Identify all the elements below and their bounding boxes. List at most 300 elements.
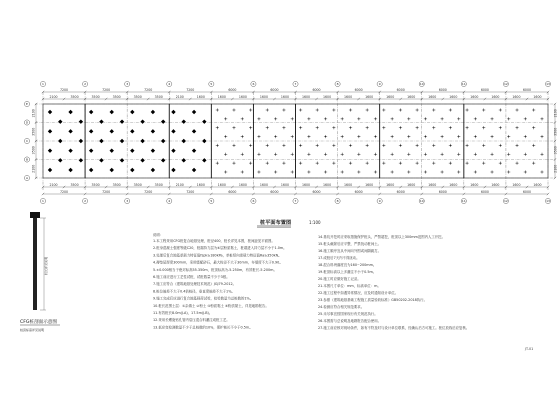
pile-marker-dot bbox=[383, 127, 384, 128]
top-dim-row2-text: 6000 bbox=[522, 88, 532, 92]
pile-marker-dot bbox=[233, 163, 234, 164]
pile-marker-large bbox=[161, 158, 165, 162]
pile-marker-dot bbox=[383, 145, 384, 146]
right-dim-text: 2100 bbox=[553, 164, 558, 173]
axis-bubble-top-label: 2 bbox=[84, 82, 87, 87]
left-dim-text: 2100 bbox=[31, 109, 36, 118]
pile-marker-dot bbox=[258, 136, 259, 137]
pile-marker-dot bbox=[541, 118, 542, 119]
top-dim-row1-text: 1600 bbox=[196, 95, 205, 99]
bottom-dim-row2-text: 6000 bbox=[270, 190, 279, 194]
bottom-dim-row2-text: 6000 bbox=[480, 190, 489, 194]
bottom-dim-row2-text: 6000 bbox=[438, 190, 447, 194]
pile-marker-dot bbox=[408, 171, 409, 172]
top-dim-row1-text: 1600 bbox=[365, 95, 374, 99]
pile-marker-dot bbox=[433, 163, 434, 164]
pile-marker-large bbox=[48, 129, 52, 133]
pile-marker-dot bbox=[500, 145, 501, 146]
pile-marker-dot bbox=[342, 118, 343, 119]
pile-marker-large bbox=[120, 158, 124, 162]
pile-marker-dot bbox=[258, 171, 259, 172]
pile-marker-large bbox=[58, 158, 62, 162]
pile-marker-large bbox=[171, 110, 175, 114]
pile-marker-dot bbox=[333, 127, 334, 128]
bottom-dim-row2-text: 7200 bbox=[102, 190, 111, 194]
pile-marker-dot bbox=[292, 136, 293, 137]
bottom-dim-row2-text: 6000 bbox=[522, 190, 532, 194]
top-dim-row1-text: 1600 bbox=[428, 95, 437, 99]
pile-marker-dot bbox=[292, 154, 293, 155]
pile-marker-large bbox=[89, 129, 93, 133]
bottom-dim-row2-text: 7200 bbox=[144, 190, 153, 194]
top-dim-row1-text: 1600 bbox=[301, 95, 311, 99]
pile-marker-large bbox=[79, 139, 83, 143]
note-line: 27.施工前应核对现场条件，如有不符及时与设计单位联系，经确认后方可施工。桩位放线后应复核。 bbox=[318, 326, 470, 330]
pile-marker-dot bbox=[400, 109, 401, 110]
pile-marker-dot bbox=[325, 154, 326, 155]
pile-marker-large bbox=[192, 110, 196, 114]
pile-marker-dot bbox=[233, 109, 234, 110]
bottom-dim-row1-text: 1600 bbox=[512, 183, 521, 187]
pile-marker-dot bbox=[541, 171, 542, 172]
pile-marker-dot bbox=[467, 109, 468, 110]
pile-marker-dot bbox=[292, 118, 293, 119]
top-dim-row2-text: 6000 bbox=[228, 88, 237, 92]
pile-marker-dot bbox=[516, 145, 517, 146]
note-line: 4.褥垫层厚度300mm，采用级配砂石，最大粒径不大于30mm，夯填度不大于0.90。 bbox=[153, 260, 283, 265]
detail-subtitle: 桩顶标高详见说明 bbox=[20, 328, 45, 332]
pile-marker-dot bbox=[250, 109, 251, 110]
bottom-dim-row2-text: 6000 bbox=[312, 190, 321, 194]
bottom-dim-row1-text: 1600 bbox=[491, 183, 500, 187]
top-dim-row1-text: 1600 bbox=[217, 95, 226, 99]
bottom-dim-row1-text: 3500 bbox=[70, 183, 79, 187]
pile-marker-dot bbox=[308, 154, 309, 155]
pile-marker-dot bbox=[217, 127, 218, 128]
notes-left bbox=[153, 232, 287, 329]
note-line: 25.未尽事宜按国家现行有关规范执行。 bbox=[318, 312, 378, 316]
pile-marker-dot bbox=[392, 154, 393, 155]
pile-marker-large bbox=[161, 139, 165, 143]
bottom-dim-row1-text: 1600 bbox=[533, 183, 542, 187]
pile-marker-large bbox=[89, 110, 93, 114]
pile-marker-dot bbox=[475, 118, 476, 119]
pile-shaft bbox=[33, 218, 37, 310]
pile-marker-large bbox=[110, 168, 114, 172]
pile-marker-dot bbox=[333, 109, 334, 110]
note-line: 13.低应变检测数量不少于总桩数的10%，保护桩长不小于0.5m。 bbox=[153, 325, 253, 330]
note-line: 15.桩头截除后应平整，严禁扰动桩间土。 bbox=[318, 242, 382, 246]
pile-marker-dot bbox=[375, 136, 376, 137]
pile-marker-dot bbox=[258, 154, 259, 155]
pile-marker-dot bbox=[308, 136, 309, 137]
top-dim-row1-text: 1600 bbox=[470, 95, 479, 99]
pile-marker-dot bbox=[275, 154, 276, 155]
pile-marker-dot bbox=[225, 171, 226, 172]
top-dim-row1-text: 1600 bbox=[344, 95, 353, 99]
pile-marker-dot bbox=[325, 171, 326, 172]
pile-marker-large bbox=[171, 148, 175, 152]
pile-marker-dot bbox=[325, 118, 326, 119]
right-dim-text: 3500 bbox=[553, 146, 558, 155]
top-dim-row1-text: 3500 bbox=[112, 95, 121, 99]
bottom-dim-row2-text: 6000 bbox=[354, 190, 363, 194]
axis-bubble-top-label: 13 bbox=[546, 82, 550, 87]
cfg-pile-detail bbox=[20, 212, 60, 332]
pile-marker-dot bbox=[533, 127, 534, 128]
pile-marker-dot bbox=[283, 127, 284, 128]
pile-marker-dot bbox=[417, 109, 418, 110]
pile-marker-large bbox=[79, 158, 83, 162]
note-line: 6.施工前应进行工艺性试桩，试桩数量不少于3根。 bbox=[153, 275, 230, 279]
pile-marker-dot bbox=[250, 163, 251, 164]
pile-marker-large bbox=[140, 119, 144, 123]
pile-marker-dot bbox=[525, 154, 526, 155]
pile-marker-dot bbox=[217, 109, 218, 110]
axis-bubble-top-label: 3 bbox=[126, 82, 129, 87]
pile-marker-dot bbox=[275, 136, 276, 137]
pile-marker-dot bbox=[442, 136, 443, 137]
pile-marker-dot bbox=[458, 118, 459, 119]
top-dim-row2-text: 7200 bbox=[59, 88, 69, 92]
pile-marker-dot bbox=[267, 127, 268, 128]
pile-marker-large bbox=[110, 110, 114, 114]
bottom-dim-row1-text: 1600 bbox=[470, 183, 479, 187]
pile-marker-large bbox=[99, 119, 103, 123]
pile-marker-large bbox=[110, 129, 114, 133]
note-line: 12.采用长螺旋钻孔管内泵压混合料灌注成桩工艺。 bbox=[153, 318, 230, 323]
pile-marker-dot bbox=[442, 154, 443, 155]
pile-marker-dot bbox=[475, 136, 476, 137]
pile-marker-dot bbox=[500, 109, 501, 110]
bottom-dim-row1-text: 1600 bbox=[280, 183, 290, 187]
pile-marker-dot bbox=[358, 154, 359, 155]
pile-marker-dot bbox=[317, 145, 318, 146]
pile-marker-dot bbox=[492, 136, 493, 137]
top-dim-row1-text: 1600 bbox=[491, 95, 500, 99]
pile-marker-large bbox=[130, 168, 134, 172]
pile-marker-dot bbox=[242, 136, 243, 137]
note-line: 24.检测应符合相关规范要求。 bbox=[318, 305, 365, 309]
pile-marker-dot bbox=[417, 163, 418, 164]
pile-marker-dot bbox=[475, 171, 476, 172]
pile-marker-dot bbox=[500, 127, 501, 128]
pile-marker-dot bbox=[342, 136, 343, 137]
bottom-dim-row1-text: 2100 bbox=[175, 183, 184, 187]
pile-marker-large bbox=[68, 110, 72, 114]
pile-marker-dot bbox=[492, 154, 493, 155]
plan-scale: 1:100 bbox=[309, 220, 321, 225]
axis-bubble-bottom-label: 12 bbox=[504, 199, 508, 204]
note-line: 9.施工完成后应进行复合地基载荷试验，检验数量为总桩数的1%。 bbox=[153, 296, 254, 301]
notes-heading: 说明： bbox=[153, 233, 164, 237]
top-dim-row1-text: 3500 bbox=[133, 95, 142, 99]
pile-marker-dot bbox=[408, 118, 409, 119]
top-dim-row1-text: 1600 bbox=[280, 95, 290, 99]
bottom-dim-row2-text: 6000 bbox=[228, 190, 237, 194]
pile-marker-large bbox=[182, 158, 186, 162]
note-line: 7.施工应符合《建筑地基处理技术规范》JGJ79-2012。 bbox=[153, 282, 237, 287]
pile-marker-large bbox=[202, 158, 206, 162]
pile-marker-dot bbox=[350, 127, 351, 128]
bottom-dim-row1-text: 1600 bbox=[407, 183, 416, 187]
pile-marker-dot bbox=[433, 109, 434, 110]
note-line: 19.桩顶标高以上多灌注不小于0.5m。 bbox=[318, 270, 377, 274]
note-line: 10.桩长范围土层：①杂填土 ②粉土 ③粉质黏土 ④粉质黏土，详见地勘报告。 bbox=[153, 303, 269, 308]
left-dim-text: 3500 bbox=[31, 146, 36, 155]
pile-marker-dot bbox=[342, 171, 343, 172]
right-dim-text: 2100 bbox=[553, 109, 558, 118]
pile-marker-large bbox=[171, 168, 175, 172]
pile-marker-dot bbox=[217, 163, 218, 164]
pile-marker-dot bbox=[458, 154, 459, 155]
pile-marker-large bbox=[171, 129, 175, 133]
bottom-dim-row1-text: 1600 bbox=[344, 183, 353, 187]
pile-marker-dot bbox=[516, 163, 517, 164]
pile-marker-dot bbox=[392, 118, 393, 119]
pile-marker-large bbox=[68, 129, 72, 133]
pile-marker-dot bbox=[417, 127, 418, 128]
pile-marker-large bbox=[202, 119, 206, 123]
pile-marker-dot bbox=[375, 154, 376, 155]
pile-marker-dot bbox=[333, 145, 334, 146]
pile-marker-dot bbox=[541, 136, 542, 137]
pile-marker-dot bbox=[400, 163, 401, 164]
pile-marker-large bbox=[79, 119, 83, 123]
pile-marker-dot bbox=[508, 171, 509, 172]
pile-marker-dot bbox=[442, 171, 443, 172]
axis-bubble-bottom-label: 11 bbox=[461, 199, 466, 204]
pile-marker-dot bbox=[458, 136, 459, 137]
pile-marker-dot bbox=[400, 127, 401, 128]
pile-marker-dot bbox=[408, 136, 409, 137]
top-dim-row1-text: 1600 bbox=[407, 95, 416, 99]
top-dim-row2-text: 7200 bbox=[102, 88, 111, 92]
note-line: 14.基坑开挖时应采取措施保护桩头，严禁超挖，桩顶以上300mm范围内人工开挖。 bbox=[318, 235, 445, 239]
top-dim-row2-text: 7200 bbox=[186, 88, 195, 92]
axis-bubble-top-label: 8 bbox=[336, 82, 339, 87]
note-line: 17.成桩后7天内不得扰动。 bbox=[318, 256, 360, 260]
note-line: 18.混合料坍落度宜为160~200mm。 bbox=[318, 263, 377, 267]
pile-marker-dot bbox=[325, 136, 326, 137]
pile-marker-dot bbox=[425, 154, 426, 155]
pile-marker-large bbox=[130, 110, 134, 114]
note-line: 22.施工过程中如遇异常情况，应及时通知设计单位。 bbox=[318, 291, 398, 295]
pile-marker-large bbox=[58, 119, 62, 123]
pile-marker-large bbox=[192, 129, 196, 133]
pile-marker-dot bbox=[533, 145, 534, 146]
bottom-dim-row1-text: 1600 bbox=[449, 183, 458, 187]
pile-marker-dot bbox=[442, 118, 443, 119]
axis-bubble-bottom-label: 13 bbox=[546, 199, 550, 204]
pile-marker-large bbox=[89, 168, 93, 172]
top-dim-row1-text: 1600 bbox=[386, 95, 395, 99]
pile-marker-large bbox=[110, 148, 114, 152]
axis-bubble-bottom-label: 7 bbox=[294, 199, 297, 204]
pile-marker-dot bbox=[425, 171, 426, 172]
pile-marker-dot bbox=[300, 127, 301, 128]
pile-plan bbox=[24, 81, 557, 203]
pile-marker-dot bbox=[375, 118, 376, 119]
pile-marker-dot bbox=[516, 109, 517, 110]
pile-marker-dot bbox=[467, 145, 468, 146]
bottom-dim-row1-text: 1600 bbox=[428, 183, 437, 187]
pile-marker-large bbox=[130, 129, 134, 133]
pile-marker-large bbox=[151, 110, 155, 114]
pile-marker-dot bbox=[317, 109, 318, 110]
bottom-dim-row1-text: 1600 bbox=[196, 183, 205, 187]
top-dim-row1-text: 3500 bbox=[91, 95, 100, 99]
top-dim-row1-text: 1600 bbox=[238, 95, 247, 99]
pile-marker-dot bbox=[300, 163, 301, 164]
top-dim-row1-text: 1600 bbox=[512, 95, 521, 99]
top-dim-row2-text: 6000 bbox=[480, 88, 489, 92]
axis-bubble-top-label: 4 bbox=[168, 82, 171, 87]
pile-marker-dot bbox=[533, 163, 534, 164]
pile-marker-large bbox=[140, 139, 144, 143]
top-dim-row1-text: 1600 bbox=[449, 95, 458, 99]
note-line: 1.本工程采用CFG桩复合地基处理，桩径400，桩长详见本图，桩间距见平面图。 bbox=[153, 239, 275, 243]
pile-marker-dot bbox=[300, 145, 301, 146]
top-dim-row2-text: 6000 bbox=[354, 88, 363, 92]
axis-bubble-top-label: 1 bbox=[42, 82, 44, 87]
bottom-dim-row1-text: 1600 bbox=[301, 183, 311, 187]
bottom-dim-row2-text: 7200 bbox=[59, 190, 69, 194]
pile-marker-dot bbox=[367, 109, 368, 110]
axis-bubble-bottom-label: 6 bbox=[252, 199, 255, 204]
bottom-dim-row1-text: 3500 bbox=[133, 183, 142, 187]
pile-marker-large bbox=[68, 168, 72, 172]
pile-marker-dot bbox=[350, 145, 351, 146]
top-dim-row2-text: 6000 bbox=[312, 88, 321, 92]
notes-right bbox=[318, 234, 469, 330]
axis-bubble-bottom-label: 2 bbox=[84, 199, 87, 204]
pile-marker-dot bbox=[450, 145, 451, 146]
bottom-dim-row1-text: 1600 bbox=[217, 183, 226, 187]
axis-bubble-bottom-label: 5 bbox=[210, 199, 213, 204]
bottom-dim-row2-text: 6000 bbox=[396, 190, 405, 194]
pile-marker-large bbox=[48, 148, 52, 152]
note-line: 20.施工时应做好施工记录。 bbox=[318, 277, 361, 281]
top-dim-row1-text: 2100 bbox=[175, 95, 184, 99]
note-line: 16.施工顺序宜从中间向外围或间隔跳打。 bbox=[318, 249, 382, 253]
bottom-dim-row1-text: 3500 bbox=[154, 183, 163, 187]
pile-marker-dot bbox=[267, 109, 268, 110]
left-dim-text: 2100 bbox=[31, 164, 36, 173]
detail-title: CFG桩剖面示意图 bbox=[20, 320, 57, 325]
pile-marker-dot bbox=[475, 154, 476, 155]
pile-marker-dot bbox=[408, 154, 409, 155]
bottom-dim-row2-text: 7200 bbox=[186, 190, 195, 194]
axis-bubble-top-label: 6 bbox=[252, 82, 255, 87]
pile-marker-dot bbox=[358, 118, 359, 119]
pile-marker-large bbox=[202, 139, 206, 143]
pile-marker-large bbox=[99, 139, 103, 143]
pile-marker-dot bbox=[308, 171, 309, 172]
pile-marker-dot bbox=[225, 154, 226, 155]
pile-marker-dot bbox=[242, 171, 243, 172]
pile-marker-dot bbox=[400, 145, 401, 146]
pile-marker-dot bbox=[425, 118, 426, 119]
axis-bubble-bottom-label: 4 bbox=[168, 199, 171, 204]
pile-marker-dot bbox=[317, 163, 318, 164]
pile-marker-dot bbox=[375, 171, 376, 172]
pile-marker-dot bbox=[250, 127, 251, 128]
pile-marker-dot bbox=[367, 127, 368, 128]
pile-marker-dot bbox=[267, 145, 268, 146]
top-dim-row2-text: 6000 bbox=[396, 88, 405, 92]
bottom-dim-row1-text: 1600 bbox=[238, 183, 247, 187]
bottom-dim-row1-text: 1600 bbox=[259, 183, 268, 187]
axis-bubble-bottom-label: 8 bbox=[336, 199, 339, 204]
bottom-dim-row1-text: 1600 bbox=[323, 183, 332, 187]
pile-marker-dot bbox=[242, 118, 243, 119]
pile-marker-large bbox=[192, 168, 196, 172]
pile-marker-dot bbox=[483, 163, 484, 164]
pile-marker-large bbox=[120, 119, 124, 123]
pile-marker-dot bbox=[342, 154, 343, 155]
top-dim-row2-text: 7200 bbox=[144, 88, 153, 92]
pile-marker-large bbox=[68, 148, 72, 152]
pile-marker-dot bbox=[483, 145, 484, 146]
pile-marker-dot bbox=[275, 171, 276, 172]
pile-marker-dot bbox=[458, 171, 459, 172]
page-number: JT-01 bbox=[525, 347, 534, 351]
bottom-dim-row1-text: 2100 bbox=[49, 183, 58, 187]
pile-marker-dot bbox=[450, 163, 451, 164]
note-line: 8.桩位偏差不大于0.4倍桩径，垂直度偏差不大于1%。 bbox=[153, 289, 235, 294]
pile-marker-dot bbox=[417, 145, 418, 146]
note-line: 21.本图尺寸单位：mm，标高单位：m。 bbox=[318, 284, 381, 288]
pile-marker-dot bbox=[433, 127, 434, 128]
note-line: 2.桩身混凝土强度等级C20，桩端持力层为④层粉质黏土，桩端进入持力层不小于1.0m。 bbox=[153, 246, 287, 251]
note-line: 3.处理后复合地基承载力特征值fspk≥180kPa，单桩竖向承载力特征值Ra≥350kN。 bbox=[153, 253, 282, 258]
axis-bubble-bottom-label: 3 bbox=[126, 199, 129, 204]
pile-marker-large bbox=[182, 119, 186, 123]
pile-marker-dot bbox=[350, 163, 351, 164]
pile-marker-dot bbox=[525, 118, 526, 119]
note-line: 26.本图需与总说明及地勘报告配合使用。 bbox=[318, 319, 382, 323]
pile-marker-large bbox=[161, 119, 165, 123]
pile-marker-large bbox=[130, 148, 134, 152]
pile-marker-dot bbox=[500, 163, 501, 164]
pile-marker-dot bbox=[258, 118, 259, 119]
pile-marker-dot bbox=[492, 171, 493, 172]
axis-bubble-top-label: 5 bbox=[210, 82, 213, 87]
pile-marker-large bbox=[151, 168, 155, 172]
axis-bubble-top-label: 11 bbox=[461, 82, 466, 87]
pile-marker-large bbox=[182, 139, 186, 143]
pile-marker-dot bbox=[508, 118, 509, 119]
pile-marker-dot bbox=[317, 127, 318, 128]
pile-marker-dot bbox=[450, 127, 451, 128]
top-dim-row1-text: 3500 bbox=[70, 95, 79, 99]
pile-marker-dot bbox=[283, 163, 284, 164]
pile-marker-dot bbox=[450, 109, 451, 110]
pile-marker-dot bbox=[233, 145, 234, 146]
pile-marker-dot bbox=[275, 118, 276, 119]
pile-marker-dot bbox=[358, 136, 359, 137]
pile-marker-dot bbox=[217, 145, 218, 146]
pile-marker-dot bbox=[483, 127, 484, 128]
pile-marker-dot bbox=[425, 136, 426, 137]
left-dim-text: 3500 bbox=[31, 127, 36, 136]
bottom-dim-row1-text: 1600 bbox=[386, 183, 395, 187]
pile-marker-dot bbox=[492, 118, 493, 119]
axis-bubble-left-label: C bbox=[25, 139, 29, 144]
pile-marker-large bbox=[48, 168, 52, 172]
pile-marker-dot bbox=[250, 145, 251, 146]
